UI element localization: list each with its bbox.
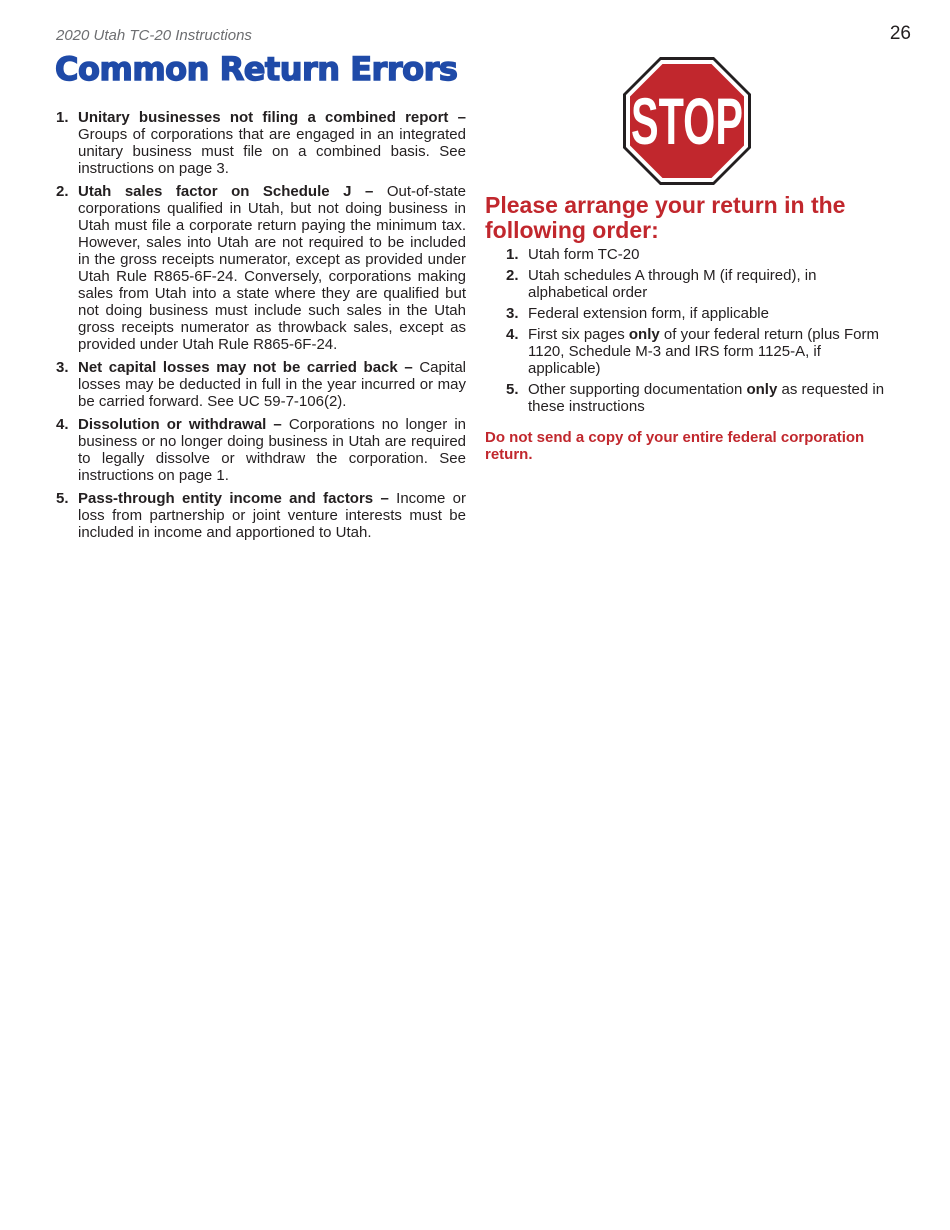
item-text: Utah schedules A through M (if required), in alphabetical order (528, 267, 817, 301)
item-lead: Utah sales factor on Schedule J – (78, 183, 374, 200)
running-head: 2020 Utah TC-20 Instructions (56, 27, 252, 44)
stop-sign-icon (622, 56, 752, 186)
item-number: 5. (506, 381, 519, 398)
order-item (506, 246, 897, 263)
order-item (506, 326, 897, 377)
error-item (56, 359, 466, 410)
item-number: 4. (506, 326, 519, 343)
item-emphasis: only (746, 381, 778, 398)
item-emphasis: only (628, 326, 660, 343)
stop-text: STOP (631, 84, 743, 158)
return-order-section (485, 193, 897, 463)
error-item (56, 416, 466, 484)
item-number: 4. (56, 416, 69, 433)
item-text: Capital losses may be deducted in full in the year incurred or may be carried forward. See UC 59-7-106(2). (78, 359, 467, 410)
item-number: 1. (56, 109, 69, 126)
page-title: Common Return Errors (55, 50, 458, 88)
item-number: 2. (506, 267, 519, 284)
item-lead: Net capital losses may not be carried back – (78, 359, 413, 376)
item-text: Other supporting documentation (528, 381, 747, 398)
error-item (56, 183, 466, 353)
item-number: 5. (56, 490, 69, 507)
item-text: Federal extension form, if applicable (528, 305, 769, 322)
item-lead: Dissolution or withdrawal – (78, 416, 282, 433)
item-text: Out-of-state corporations qualified in Utah, but not doing business in Utah must file a corporate return paying the minimum tax. However, sales into Utah are not required to be included in the gross receipts numerator, except as provided under Utah Rule R865-6F-24. Conversely, corporations making sales from Utah into a state where they are qualified but not doing business must include such sales in the Utah gross receipts numerator as throwback sales, except as provided under Utah Rule R865-6F-24. (78, 183, 467, 353)
common-errors-section (56, 109, 466, 547)
item-text: Groups of corporations that are engaged in an integrated unitary business must file on a combined basis. See instructions on page 3. (78, 126, 466, 177)
order-item (506, 381, 897, 415)
item-text: Corporations no longer in business or no longer doing business in Utah are required to legally dissolve or withdraw the corporation. See instructions on page 1. (78, 416, 466, 484)
error-item (56, 490, 466, 541)
order-list (485, 246, 897, 415)
item-text: First six pages (528, 326, 629, 343)
federal-return-notice: Do not send a copy of your entire federal corporation return. (485, 429, 865, 463)
item-lead: Pass-through entity income and factors – (78, 490, 389, 507)
item-number: 1. (506, 246, 519, 263)
error-item (56, 109, 466, 177)
page-number: 26 (889, 23, 911, 44)
item-text-rest: of your federal return (plus Form 1120, Schedule M-3 and IRS form 1125-A, if applicable) (528, 326, 879, 377)
order-heading: Please arrange your return in the following order: (485, 192, 846, 243)
item-number: 3. (56, 359, 69, 376)
item-text-rest: as requested in these instructions (528, 381, 885, 415)
order-item (506, 305, 897, 322)
order-item (506, 267, 897, 301)
item-text: Income or loss from partnership or joint venture interests must be included in income and apportioned to Utah. (78, 490, 467, 541)
item-text: Utah form TC-20 (528, 246, 640, 263)
item-number: 2. (56, 183, 69, 200)
item-number: 3. (506, 305, 519, 322)
item-lead: Unitary businesses not filing a combined report – (78, 109, 466, 126)
errors-list (56, 109, 466, 541)
